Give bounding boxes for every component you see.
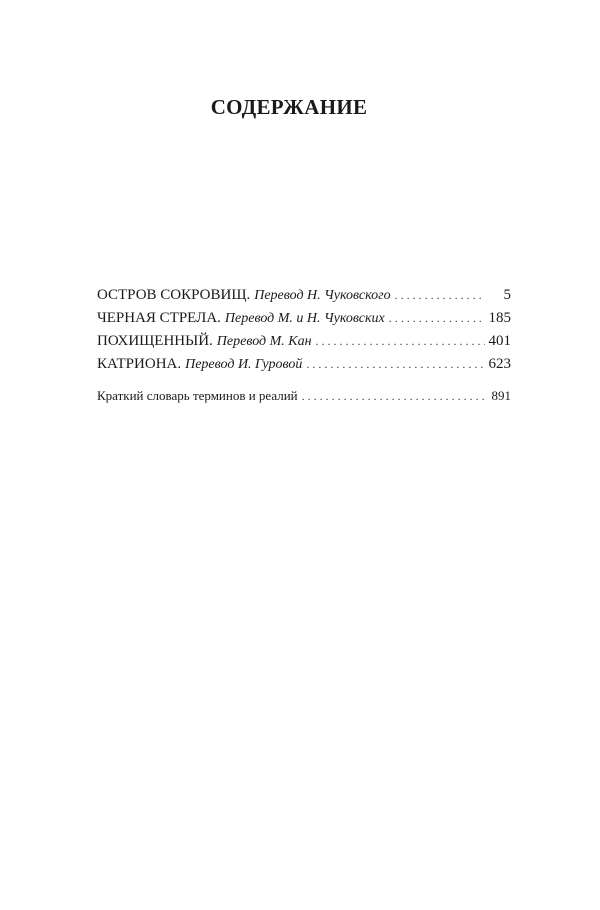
toc-entry-translator: Перевод Н. Чуковского [254, 288, 391, 303]
toc-entry-translator: Перевод И. Гуровой [185, 357, 303, 372]
toc-entry-page: 891 [491, 388, 511, 403]
toc-entry-title: Краткий словарь терминов и реалий [97, 388, 298, 403]
toc-entry-page: 401 [488, 333, 511, 349]
toc-entry-page: 5 [503, 287, 511, 303]
toc-entry-catriona [97, 353, 511, 376]
toc-entry-translator: Перевод М. и Н. Чуковских [224, 311, 385, 326]
toc-entry-translator: Перевод М. Кан [216, 334, 312, 349]
toc-entry-black-arrow [97, 307, 511, 330]
toc-entry-title: ПОХИЩЕННЫЙ. [97, 333, 213, 349]
page-title: СОДЕРЖАНИЕ [210, 95, 368, 119]
table-of-contents [97, 284, 511, 407]
dot-leader [395, 284, 485, 307]
toc-entry-page: 185 [488, 310, 511, 326]
dot-leader [306, 353, 484, 376]
dot-leader [316, 330, 485, 353]
toc-entry-kidnapped [97, 330, 511, 353]
toc-entry-title: КАТРИОНА. [97, 356, 182, 372]
toc-entry-page: 623 [488, 356, 511, 372]
toc-entry-title: ОСТРОВ СОКРОВИЩ. [97, 287, 251, 303]
dot-leader [302, 385, 485, 408]
toc-entry-glossary [97, 384, 511, 407]
toc-entry-title: ЧЕРНАЯ СТРЕЛА. [97, 310, 221, 326]
dot-leader [389, 307, 485, 330]
toc-entry-treasure-island [97, 284, 511, 307]
